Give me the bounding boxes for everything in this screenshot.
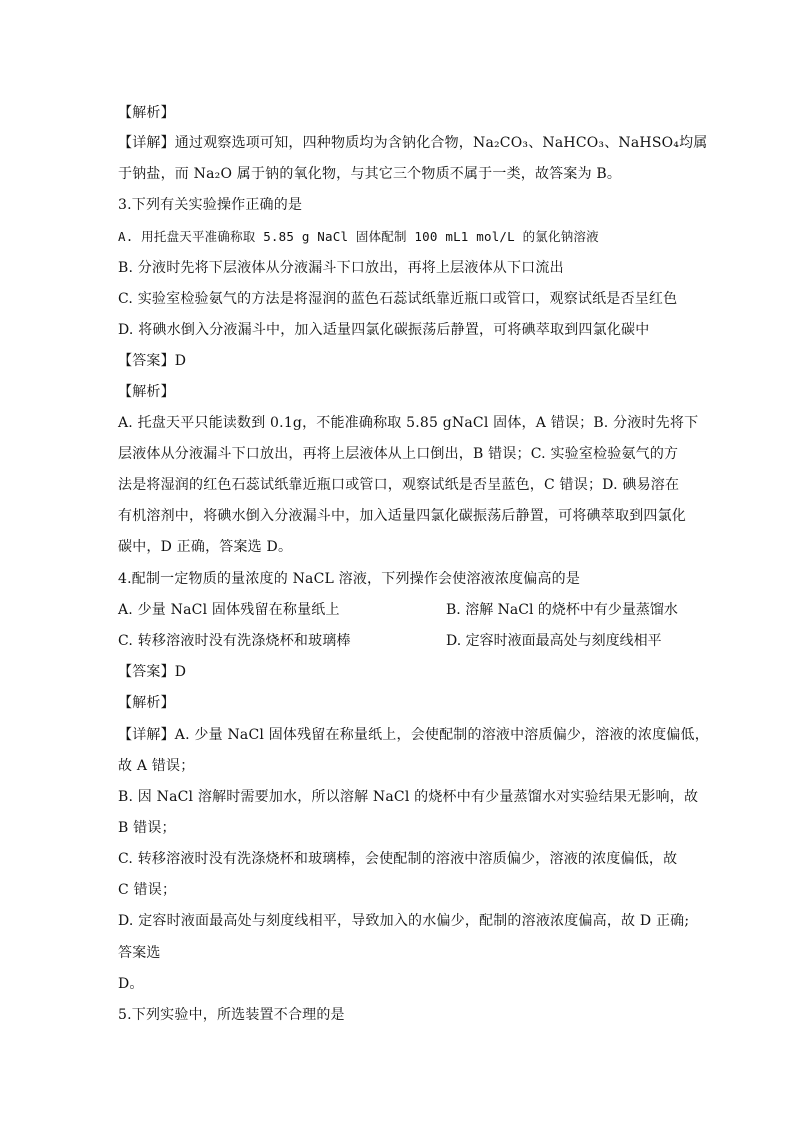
explanation-line: 碳中，D 正确，答案选 D。 <box>118 539 293 555</box>
explanation-line: C 错误； <box>118 882 177 898</box>
explanation-line: B 错误； <box>118 820 176 836</box>
explanation-line: D。 <box>118 976 144 992</box>
analysis-heading: 【解析】 <box>118 384 175 400</box>
explanation-line: 答案选 <box>118 945 161 961</box>
question-4-option-d: D. 定容时液面最高处与刻度线相平 <box>446 633 662 649</box>
question-3: 3.下列有关实验操作正确的是 <box>118 197 303 213</box>
detail-line: 于钠盐，而 Na₂O 属于钠的氧化物，与其它三个物质不属于一类，故答案为 B。 <box>118 166 622 182</box>
explanation-line: 故 A 错误； <box>118 758 195 774</box>
explanation-line: B. 因 NaCl 溶解时需要加水，所以溶解 NaCl 的烧杯中有少量蒸馏水对实验结果无影响，故 <box>118 789 699 805</box>
question-4-option-b: B. 溶解 NaCl 的烧杯中有少量蒸馏水 <box>446 602 678 618</box>
question-4: 4.配制一定物质的量浓度的 NaCL 溶液，下列操作会使溶液浓度偏高的是 <box>118 571 581 587</box>
explanation-line: C. 转移溶液时没有洗涤烧杯和玻璃棒，会使配制的溶液中溶质偏少，溶液的浓度偏低，故 <box>118 851 678 867</box>
question-3-answer: 【答案】D <box>118 353 187 369</box>
explanation-line: 法是将湿润的红色石蕊试纸靠近瓶口或管口，观察试纸是否呈蓝色，C 错误；D. 碘易溶在 <box>118 477 680 493</box>
question-3-option-a: A. 用托盘天平准确称取 5.85 g NaCl 固体配制 100 mL1 mol/L 的氯化钠溶液 <box>118 229 599 244</box>
question-4-option-a: A. 少量 NaCl 固体残留在称量纸上 <box>118 602 340 618</box>
question-3-option-d: D. 将碘水倒入分液漏斗中，加入适量四氯化碳振荡后静置，可将碘萃取到四氯化碳中 <box>118 322 650 338</box>
detail-line: 【详解】通过观察选项可知，四种物质均为含钠化合物，Na₂CO₃、NaHCO₃、NaHSO₄均属 <box>118 135 708 151</box>
explanation-line: 层液体从分液漏斗下口放出，再将上层液体从上口倒出，B 错误；C. 实验室检验氨气的方 <box>118 446 679 462</box>
question-3-option-b: B. 分液时先将下层液体从分液漏斗下口放出，再将上层液体从下口流出 <box>118 260 564 276</box>
explanation-line: 【详解】A. 少量 NaCl 固体残留在称量纸上，会使配制的溶液中溶质偏少，溶液的浓度偏低， <box>118 727 709 743</box>
explanation-line: 有机溶剂中，将碘水倒入分液漏斗中，加入适量四氯化碳振荡后静置，可将碘萃取到四氯化 <box>118 508 686 524</box>
question-5: 5.下列实验中，所选装置不合理的是 <box>118 1007 345 1023</box>
analysis-heading: 【解析】 <box>118 695 175 711</box>
explanation-line: A. 托盘天平只能读数到 0.1g，不能准确称取 5.85 gNaCl 固体，A 错误；B. 分液时先将下 <box>118 415 699 431</box>
analysis-heading: 【解析】 <box>118 105 175 121</box>
question-4-answer: 【答案】D <box>118 664 187 680</box>
explanation-line: D. 定容时液面最高处与刻度线相平，导致加入的水偏少，配制的溶液浓度偏高，故 D 正确; <box>118 913 690 929</box>
question-3-option-c: C. 实验室检验氨气的方法是将湿润的蓝色石蕊试纸靠近瓶口或管口，观察试纸是否呈红色 <box>118 291 678 307</box>
question-4-option-c: C. 转移溶液时没有洗涤烧杯和玻璃棒 <box>118 633 351 649</box>
